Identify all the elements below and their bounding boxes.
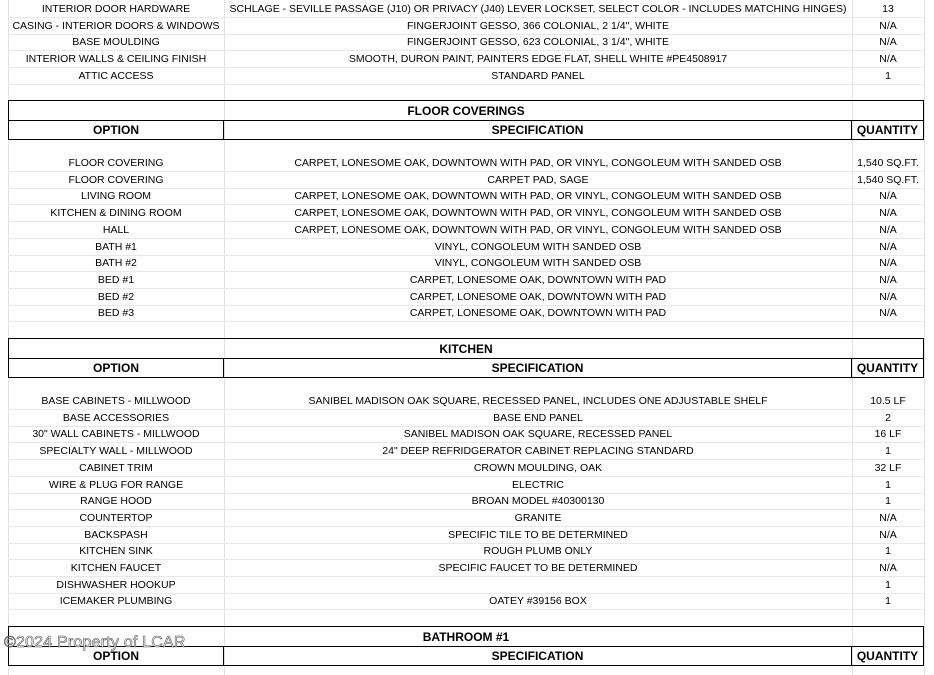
grid-line [924, 0, 925, 675]
cell-specification: SANIBEL MADISON OAK SQUARE, RECESSED PANEL, INCLUDES ONE ADJUSTABLE SHELF [308, 395, 768, 407]
table-row [8, 255, 924, 272]
table-row [8, 510, 924, 527]
table-row [8, 1, 924, 18]
table-row [8, 493, 924, 510]
cell-specification: FINGERJOINT GESSO, 366 COLONIAL, 2 1/4", WHITE [406, 19, 670, 32]
table-row [8, 155, 924, 172]
cell-option: LIVING ROOM [80, 190, 151, 203]
cell-option: BED #3 [97, 307, 135, 320]
cell-quantity: N/A [879, 307, 897, 320]
cell-option: KITCHEN & DINING ROOM [50, 207, 182, 220]
cell-specification: VINYL, CONGOLEUM WITH SANDED OSB [434, 240, 642, 253]
cell-option: CASING - INTERIOR DOORS & WINDOWS [12, 19, 220, 32]
table-row [8, 34, 924, 51]
section-title-kitchen: KITCHEN [8, 338, 924, 359]
table-row [8, 68, 924, 85]
table-row [8, 188, 924, 205]
cell-option: 30" WALL CABINETS - MILLWOOD [32, 428, 200, 441]
cell-specification: STANDARD PANEL [491, 69, 585, 82]
cell-quantity: 13 [882, 3, 894, 15]
table-row [8, 18, 924, 35]
cell-quantity: N/A [879, 36, 897, 49]
cell-specification: BASE END PANEL [493, 411, 583, 424]
header-quantity: QUANTITY [856, 649, 919, 663]
cell-quantity: N/A [879, 190, 897, 203]
header-quantity: QUANTITY [856, 361, 919, 375]
cell-option: BED #2 [97, 290, 135, 303]
table-row [8, 272, 924, 289]
cell-option: BASE ACCESSORIES [62, 411, 170, 424]
header-option: OPTION [9, 359, 224, 377]
cell-specification: CARPET, LONESOME OAK, DOWNTOWN WITH PAD, OR VINYL, CONGOLEUM WITH SANDED OSB [294, 157, 782, 169]
cell-specification: SCHLAGE - SEVILLE PASSAGE (J10) OR PRIVACY (J40) LEVER LOCKSET, SELECT COLOR - INCLUDES MATCHING HINGES) [229, 3, 847, 15]
cell-quantity: N/A [879, 240, 897, 253]
cell-quantity: 1 [885, 69, 891, 82]
cell-option: SPECIALTY WALL - MILLWOOD [39, 445, 193, 458]
cell-option: COUNTERTOP [79, 511, 153, 524]
cell-quantity: N/A [879, 257, 897, 270]
cell-specification: SMOOTH, DURON PAINT, PAINTERS EDGE FLAT, SHELL WHITE #PE4508917 [348, 53, 728, 66]
cell-quantity: N/A [879, 273, 897, 286]
cell-option: WIRE & PLUG FOR RANGE [48, 478, 184, 491]
cell-specification: VINYL, CONGOLEUM WITH SANDED OSB [434, 257, 642, 270]
cell-quantity: N/A [879, 290, 897, 303]
cell-option: BATH #2 [95, 257, 137, 270]
cell-specification: SANIBEL MADISON OAK SQUARE, RECESSED PANEL [403, 428, 673, 441]
cell-specification: BROAN MODEL #40300130 [471, 495, 605, 508]
header-option: OPTION [9, 121, 224, 139]
cell-specification: CARPET, LONESOME OAK, DOWNTOWN WITH PAD, OR VINYL, CONGOLEUM WITH SANDED OSB [294, 190, 782, 203]
cell-quantity: 2 [885, 411, 891, 424]
cell-specification [224, 577, 852, 593]
cell-option: ICEMAKER PLUMBING [59, 595, 173, 608]
header-quantity: QUANTITY [856, 123, 919, 137]
cell-option: ATTIC ACCESS [78, 69, 154, 82]
cell-specification: GRANITE [514, 511, 562, 524]
watermark: ©2024 Property of LCAR [4, 634, 186, 651]
cell-option: BATH #1 [95, 240, 137, 253]
table-row [8, 410, 924, 427]
table-row [8, 172, 924, 189]
cell-option: BASE CABINETS - MILLWOOD [41, 395, 191, 407]
cell-specification: CARPET, LONESOME OAK, DOWNTOWN WITH PAD [409, 290, 667, 303]
table-row [8, 460, 924, 477]
table-row [8, 289, 924, 306]
cell-specification: ELECTRIC [512, 478, 564, 491]
cell-quantity: N/A [879, 223, 897, 236]
table-row [8, 239, 924, 256]
cell-quantity: 1,540 SQ.FT. [857, 157, 919, 169]
cell-specification: SPECIFIC TILE TO BE DETERMINED [448, 528, 628, 541]
header-option: OPTION [9, 647, 224, 665]
section-title-floor-coverings: FLOOR COVERINGS [8, 100, 924, 121]
cell-quantity: N/A [879, 207, 897, 220]
table-row [8, 543, 924, 560]
cell-specification: CARPET, LONESOME OAK, DOWNTOWN WITH PAD, OR VINYL, CONGOLEUM WITH SANDED OSB [294, 207, 782, 220]
cell-option: INTERIOR DOOR HARDWARE [41, 3, 191, 15]
table-row [8, 527, 924, 544]
table-row [8, 222, 924, 239]
cell-option: BED #1 [97, 273, 135, 286]
cell-specification: CARPET, LONESOME OAK, DOWNTOWN WITH PAD, OR VINYL, CONGOLEUM WITH SANDED OSB [294, 223, 782, 236]
cell-specification: CARPET, LONESOME OAK, DOWNTOWN WITH PAD [409, 273, 667, 286]
cell-specification: CARPET, LONESOME OAK, DOWNTOWN WITH PAD [409, 307, 667, 320]
table-row [8, 593, 924, 610]
cell-specification: FINGERJOINT GESSO, 623 COLONIAL, 3 1/4", WHITE [406, 36, 670, 49]
table-row [8, 51, 924, 68]
cell-option: FLOOR COVERING [68, 173, 164, 186]
table-row [8, 393, 924, 410]
cell-quantity: 1,540 SQ.FT. [857, 173, 919, 186]
cell-quantity: N/A [879, 528, 897, 541]
cell-specification: ROUGH PLUMB ONLY [483, 545, 593, 558]
table-header-kitchen [8, 358, 924, 378]
table-row [8, 560, 924, 577]
cell-quantity: 1 [885, 595, 891, 608]
table-header-floor [8, 120, 924, 140]
cell-quantity: N/A [879, 562, 897, 574]
cell-quantity: 1 [885, 478, 891, 491]
cell-quantity: N/A [879, 511, 897, 524]
cell-quantity: 16 LF [874, 428, 902, 441]
cell-option: KITCHEN FAUCET [70, 562, 162, 574]
cell-quantity: N/A [879, 53, 897, 66]
section-title-bathroom: BATHROOM #1 [8, 626, 924, 647]
table-row [8, 305, 924, 322]
header-specification: SPECIFICATION [224, 647, 852, 665]
cell-option: DISHWASHER HOOKUP [56, 578, 176, 591]
cell-option: RANGE HOOD [80, 495, 152, 508]
table-row [8, 443, 924, 460]
table-row [8, 577, 924, 594]
cell-specification: SPECIFIC FAUCET TO BE DETERMINED [438, 562, 638, 574]
cell-quantity: 1 [885, 445, 891, 458]
table-row [8, 205, 924, 222]
table-row [8, 477, 924, 494]
cell-option: BASE MOULDING [72, 36, 160, 49]
header-specification: SPECIFICATION [224, 121, 852, 139]
header-specification: SPECIFICATION [224, 359, 852, 377]
cell-option: BACKSPASH [84, 528, 148, 541]
cell-option: INTERIOR WALLS & CEILING FINISH [25, 53, 207, 66]
cell-specification: CARPET PAD, SAGE [487, 173, 589, 186]
cell-quantity: 1 [885, 578, 891, 591]
cell-option: CABINET TRIM [79, 461, 153, 474]
cell-specification: 24" DEEP REFRIDGERATOR CABINET REPLACING STANDARD [382, 445, 694, 458]
cell-quantity: 10.5 LF [870, 395, 906, 407]
cell-option: KITCHEN SINK [79, 545, 153, 558]
table-row [8, 426, 924, 443]
cell-quantity: 1 [885, 495, 891, 508]
cell-quantity: 1 [885, 545, 891, 558]
cell-specification: OATEY #39156 BOX [489, 595, 587, 608]
cell-quantity: 32 LF [874, 461, 902, 474]
cell-specification: CROWN MOULDING, OAK [473, 461, 603, 474]
cell-option: FLOOR COVERING [68, 157, 164, 169]
cell-option: HALL [102, 223, 130, 236]
cell-quantity: N/A [879, 19, 897, 32]
